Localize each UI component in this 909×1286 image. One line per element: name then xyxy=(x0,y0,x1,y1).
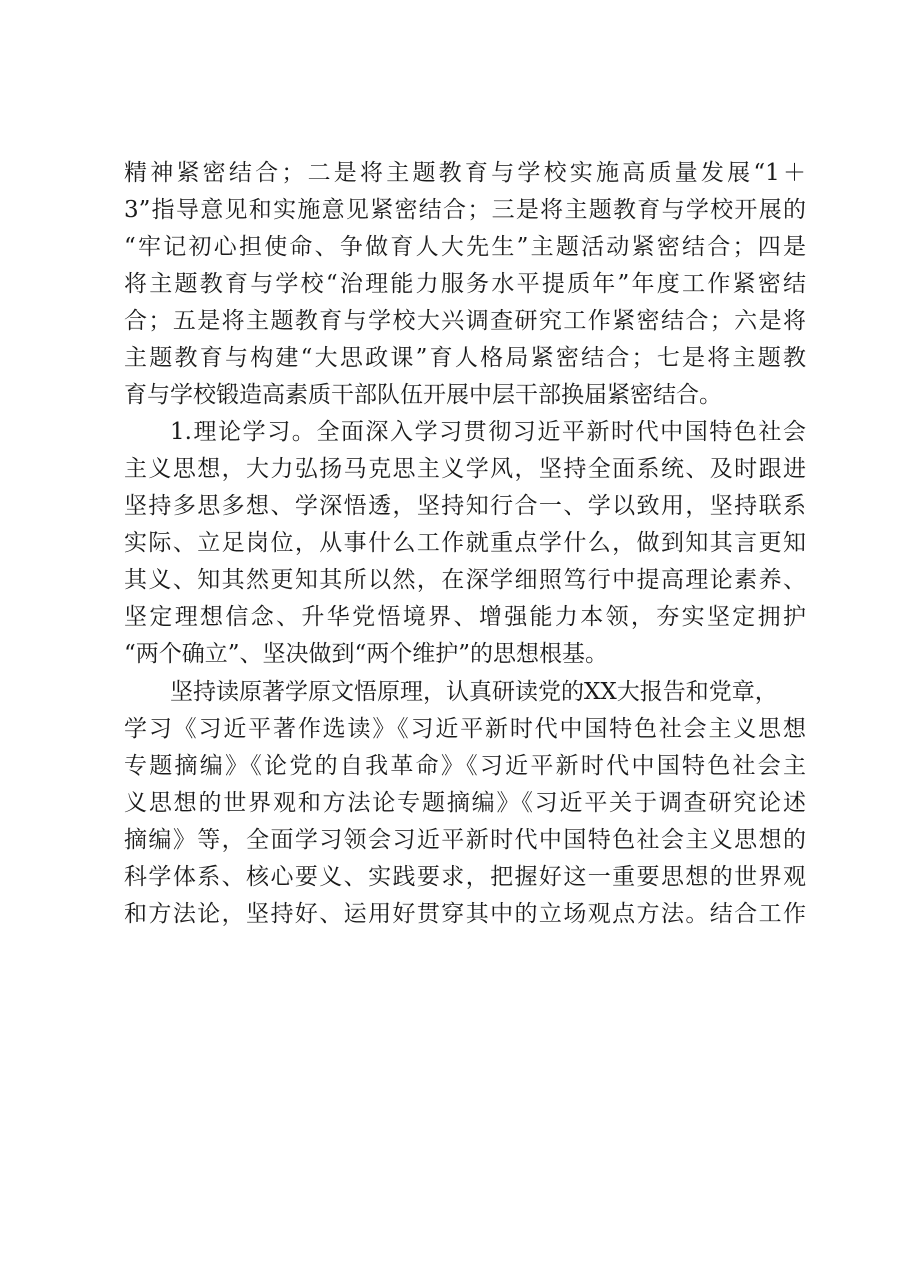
document-body xyxy=(124,162,806,926)
text-line: 和方法论，坚持好、运用好贯穿其中的立场观点方法。结合工作 xyxy=(124,901,806,927)
text-line: 科学体系、核心要义、实践要求，把握好这一重要思想的世界观 xyxy=(124,864,806,890)
text-line: 合；五是将主题教育与学校大兴调查研究工作紧密结合；六是将 xyxy=(124,308,806,334)
text-line: “牢记初心担使命、争做育人大先生”主题活动紧密结合；四是 xyxy=(124,234,806,260)
text-line: 1.理论学习。全面深入学习贯彻习近平新时代中国特色社会 xyxy=(170,419,806,445)
text-line: 主义思想，大力弘扬马克思主义学风，坚持全面系统、及时跟进 xyxy=(124,456,806,482)
text-line: “两个确立”、坚决做到“两个维护”的思想根基。 xyxy=(124,641,609,667)
text-line: 专题摘编》《论党的自我革命》《习近平新时代中国特色社会主 xyxy=(124,753,806,779)
text-line: 实际、立足岗位，从事什么工作就重点学什么，做到知其言更知 xyxy=(124,530,806,556)
text-line: 坚定理想信念、升华党悟境界、增强能力本领，夯实坚定拥护 xyxy=(124,604,806,630)
text-line: 坚持读原著学原文悟原理，认真研读党的XX大报告和党章， xyxy=(170,679,778,705)
paragraph-3 xyxy=(124,681,806,926)
text-line: 将主题教育与学校“治理能力服务水平提质年”年度工作紧密结 xyxy=(124,271,806,297)
text-line: 育与学校锻造高素质干部队伍开展中层干部换届紧密结合。 xyxy=(124,382,722,408)
paragraph-2 xyxy=(124,421,806,666)
text-line: 其义、知其然更知其所以然，在深学细照笃行中提高理论素养、 xyxy=(124,567,806,593)
text-line: 摘编》等，全面学习领会习近平新时代中国特色社会主义思想的 xyxy=(124,827,806,853)
text-line: 精神紧密结合；二是将主题教育与学校实施高质量发展“1＋ xyxy=(124,160,806,186)
text-line: 义思想的世界观和方法论专题摘编》《习近平关于调查研究论述 xyxy=(124,790,806,816)
paragraph-1 xyxy=(124,162,806,407)
text-line: 3”指导意见和实施意见紧密结合；三是将主题教育与学校开展的 xyxy=(124,197,806,223)
text-line: 主题教育与构建“大思政课”育人格局紧密结合；七是将主题教 xyxy=(124,345,806,371)
text-line: 学习《习近平著作选读》《习近平新时代中国特色社会主义思想 xyxy=(124,716,806,742)
text-line: 坚持多思多想、学深悟透，坚持知行合一、学以致用，坚持联系 xyxy=(124,493,806,519)
